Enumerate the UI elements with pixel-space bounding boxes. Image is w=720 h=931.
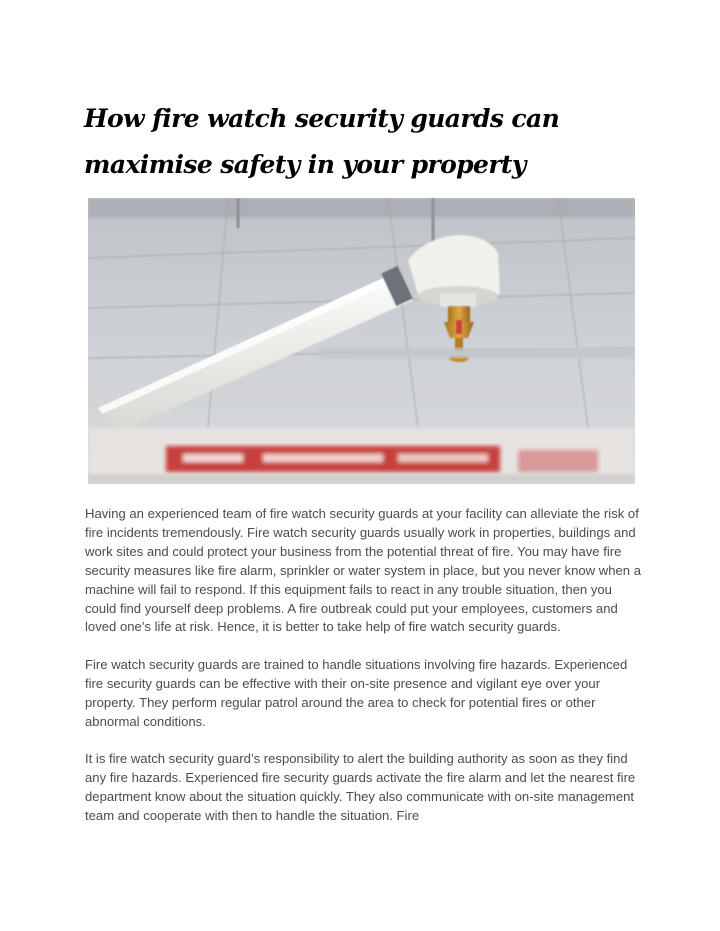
page-title: How fire watch security guards can maximise safety in your property	[84, 104, 560, 179]
hero-image	[88, 198, 635, 484]
fire-sprinkler-photo-icon	[88, 198, 635, 484]
paragraph: Fire watch security guards are trained to handle situations involving fire hazards. Experienced fire security guards can be effective with their on-site presence and vigilant eye over your property. They perform regular patrol around the area to check for potential fires or other abnormal conditions.	[85, 656, 628, 729]
article-body	[85, 505, 645, 844]
paragraph: Having an experienced team of fire watch security guards at your facility can alleviate the risk of fire incidents tremendously. Fire watch security guards usually work in properties, buildings and work sites and could protect your business from the potential threat of fire. You may have fire security measures like fire alarm, sprinkler or water system in place, but you never know when a machine will fail to respond. If this equipment fails to react in any trouble situation, then you could find yourself deep problems. A fire outbreak could put your employees, customers and loved one’s life at risk. Hence, it is better to take help of fire watch security guards.	[85, 506, 641, 635]
paragraph: It is fire watch security guard’s responsibility to alert the building authority as soon as they find any fire hazards. Experienced fire security guards activate the fire alarm and let the nearest fire department know about the situation quickly. They also communicate with on-site management team and cooperate with then to handle the situation. Fire	[85, 750, 636, 823]
